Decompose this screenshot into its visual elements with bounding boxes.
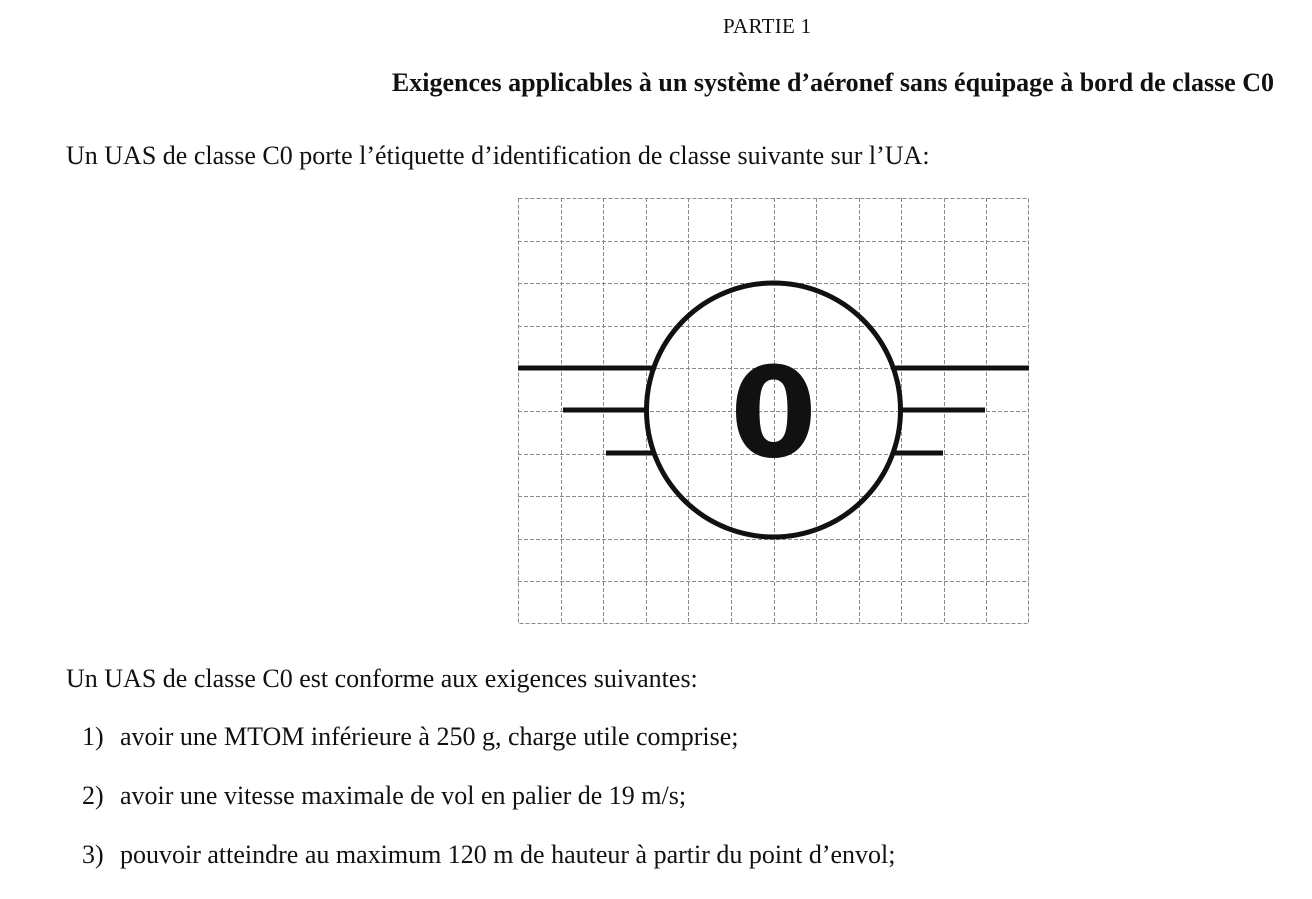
requirement-item [82, 781, 895, 840]
requirement-text: pouvoir atteindre au maximum 120 m de hauteur à partir du point d’envol; [120, 840, 896, 869]
requirement-item [82, 840, 895, 899]
requirement-text: avoir une MTOM inférieure à 250 g, charge utile comprise; [120, 722, 739, 751]
intro-paragraph: Un UAS de classe C0 porte l’étiquette d’identification de classe suivante sur l’UA: [66, 141, 930, 170]
class-digit: 0 [730, 341, 817, 486]
conformity-statement: Un UAS de classe C0 est conforme aux exigences suivantes: [66, 664, 698, 693]
requirement-item [82, 722, 895, 781]
requirement-number: 1) [82, 722, 104, 751]
class-identification-label-figure [518, 198, 1029, 624]
requirements-list [82, 722, 895, 899]
requirement-number: 3) [82, 840, 104, 869]
requirement-number: 2) [82, 781, 104, 810]
class-label-svg [518, 198, 1029, 624]
part-label: PARTIE 1 [723, 14, 812, 38]
requirement-text: avoir une vitesse maximale de vol en palier de 19 m/s; [120, 781, 687, 810]
document-title: Exigences applicables à un système d’aéronef sans équipage à bord de classe C0 [391, 68, 1274, 97]
